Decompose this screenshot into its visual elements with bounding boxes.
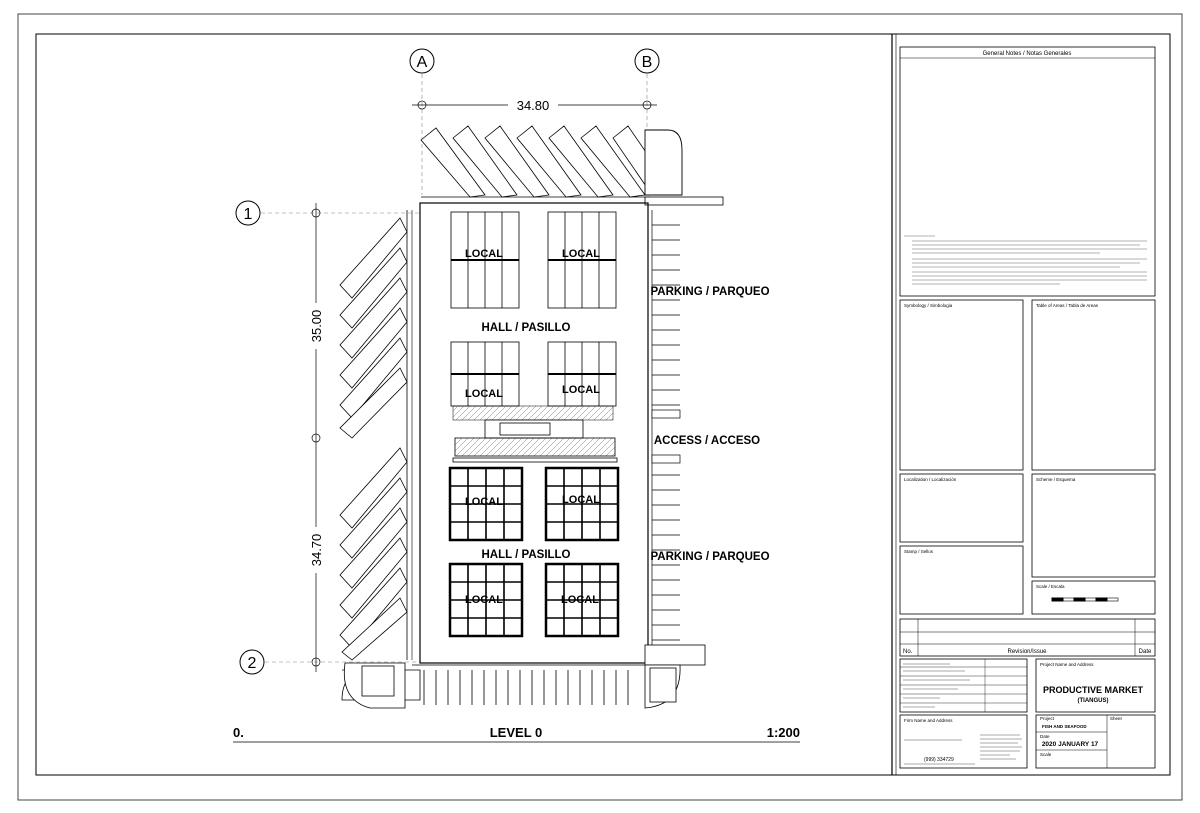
revision-no-header: No. <box>903 649 913 655</box>
scale-box-title: Scale / Escala <box>1036 584 1065 589</box>
dimension-top: 34.80 <box>516 98 550 113</box>
areas-title: Table of Areas / Tabla de Areas <box>1036 303 1098 308</box>
location-title: Localization / Localización <box>904 477 957 482</box>
scheme-title: Scheme / Esquema <box>1036 477 1076 482</box>
left-diagonal-parking <box>340 218 407 660</box>
project-subname: (TIANGUS) <box>1077 698 1109 704</box>
svg-text:B: B <box>641 54 653 71</box>
svg-text:1: 1 <box>243 206 253 223</box>
floor-plan <box>233 49 800 742</box>
general-notes-title: General Notes / Notas Generales <box>982 51 1072 57</box>
svg-text:2: 2 <box>247 655 257 672</box>
local-label: LOCAL <box>561 594 599 606</box>
project-value: FISH AND SEAFOOD <box>1042 724 1087 729</box>
notes-text-lines <box>904 236 1147 284</box>
footer-left: 0. <box>233 725 244 740</box>
local-label: LOCAL <box>465 388 503 400</box>
revision-header: Revision/Issue <box>1007 649 1047 655</box>
dimension-left-upper: 35.00 <box>309 309 324 343</box>
parking-label: PARKING / PARQUEO <box>650 286 770 298</box>
access-area <box>453 420 617 462</box>
symbology-title: Symbology / Simbologia <box>904 303 953 308</box>
project-label: Project <box>1040 716 1055 721</box>
top-diagonal-parking <box>421 126 665 197</box>
stamp-title: Stamp / Sellos <box>904 549 934 554</box>
project-name-label: Project Name and Address <box>1040 662 1094 667</box>
grid-bubble-a <box>410 49 434 73</box>
grid-bubble-1 <box>236 201 260 225</box>
scale-label: 1:200 <box>766 725 800 740</box>
parking-label: PARKING / PARQUEO <box>650 551 770 563</box>
local-label: LOCAL <box>562 384 600 396</box>
local-label: LOCAL <box>465 496 503 508</box>
sheet-label: Sheet <box>1110 716 1122 721</box>
local-label: LOCAL <box>562 248 600 260</box>
title-block <box>900 47 1155 768</box>
scale-label-small: Scale <box>1040 752 1052 757</box>
local-label: LOCAL <box>562 494 600 506</box>
bottom-parking <box>342 645 705 708</box>
hall-label: HALL / PASILLO <box>481 322 571 334</box>
svg-text:A: A <box>416 54 428 71</box>
access-label: ACCESS / ACCESO <box>653 435 761 447</box>
project-name: PRODUCTIVE MARKET <box>1042 685 1144 695</box>
revision-date-header: Date <box>1138 649 1152 655</box>
scale-bar <box>1052 598 1118 601</box>
firm-phone: (999) 334729 <box>924 757 954 763</box>
date-label: Date <box>1040 734 1050 739</box>
grid-bubble-b <box>635 49 659 73</box>
grid-bubble-2 <box>240 650 264 674</box>
local-label: LOCAL <box>465 594 503 606</box>
hall-label: HALL / PASILLO <box>481 549 571 561</box>
level-title: LEVEL 0 <box>489 725 543 740</box>
date-value: 2020 JANUARY 17 <box>1041 741 1099 748</box>
local-label: LOCAL <box>465 248 503 260</box>
firm-label: Firm Name and Address <box>904 718 953 723</box>
dimension-left-lower: 34.70 <box>309 533 324 567</box>
